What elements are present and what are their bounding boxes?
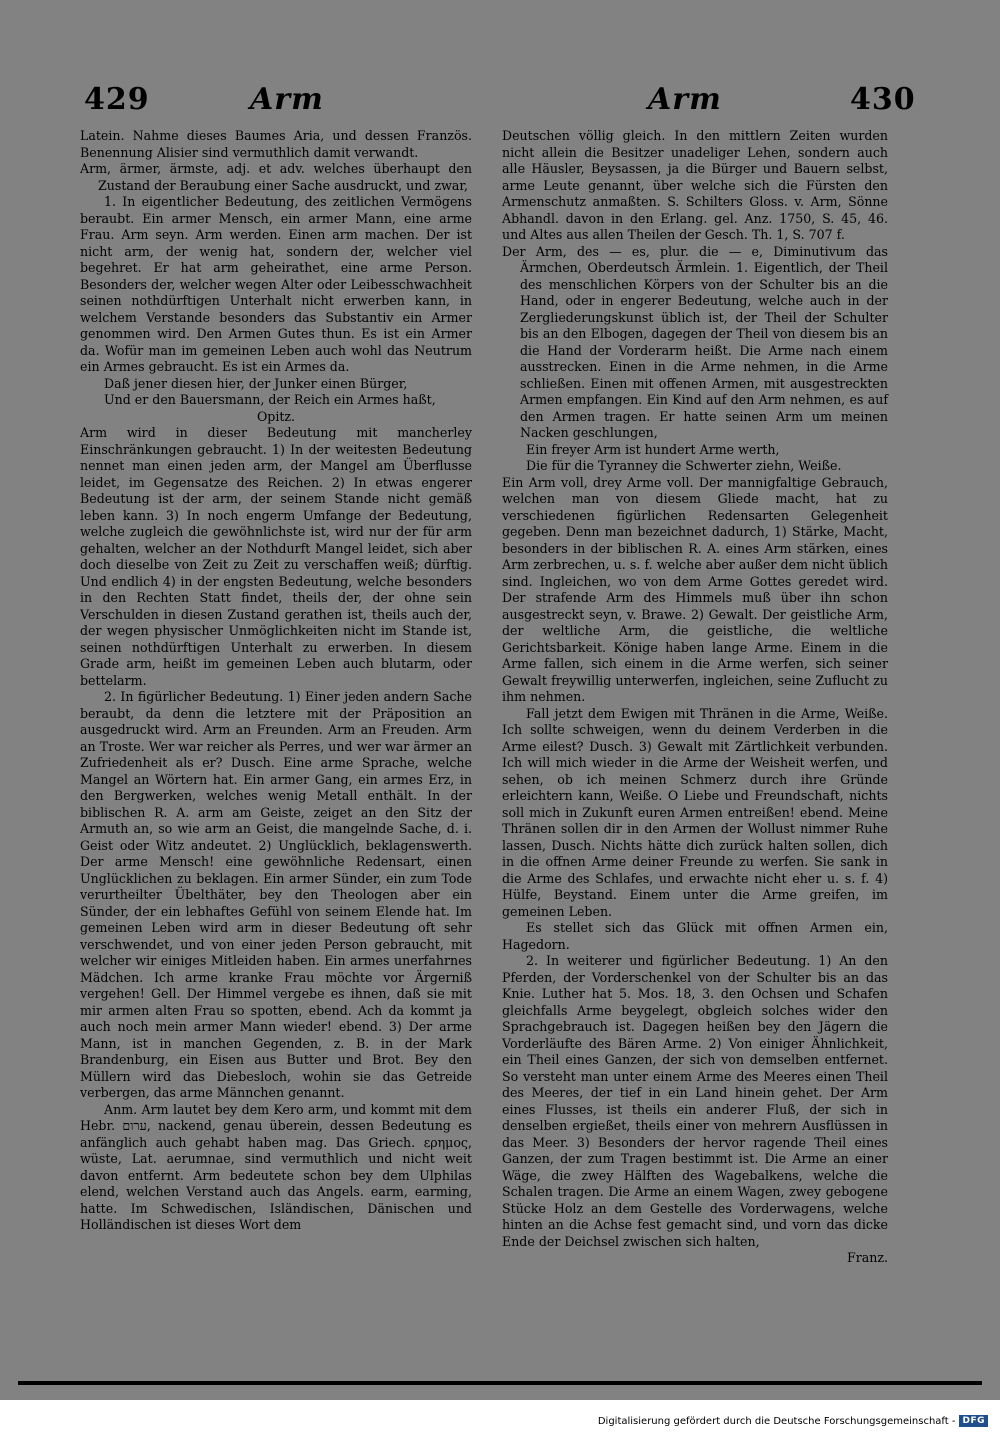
verse-line: Ein freyer Arm ist hundert Arme werth, — [526, 441, 780, 457]
paragraph: 2. In figürlicher Bedeutung. 1) Einer jeden andern Sache beraubt, da denn die letztere mit der Präposition an ausgedruckt wird. Arm an Freunden. Arm an Freuden. Arm an Troste. Wer war reicher als Perres, und wer war ärmer an Zufriedenheit als er? Dusch. Eine arme Sprache, welche Mangel an Wörtern hat. Ein armer Gang, ein armes Erz, in den Bergwerken, welches wenig Metall enthält. In der biblischen R. A. arm am Geiste, zeiget an den Sitz der Armuth an, so wie arm an Geist, die mangelnde Sache, d. i. Geist oder Witz andeutet. 2) Unglücklich, beklagenswerth. Der arme Mensch! eine gewöhnliche Redensart, einen Unglücklichen zu beklagen. Ein armer Sünder, ein zum Tode verurtheilter Übelthäter, bey den Theologen aber ein Sünder, der ein lebhaftes Gefühl von seinem Elende hat. Im gemeinen Leben wird arm in dieser Bedeutung oft sehr verschwendet, und von einer jeden Person gebraucht, mit welcher wir einiges Mitleiden haben. Ein armes unerfahrnes Mädchen. Ich arme kranke Frau möchte vor Ärgerniß vergehen! Gell. Der Himmel vergebe es ihnen, daß sie mit mir armen alten Frau so spotten, ebend. Ach da kommt ja auch noch mein armer Mann wieder! ebend. 3) Der arme Mann, ist in manchen Gegenden, z. B. in der Mark Brandenburg, ein Eisen aus Butter und Brot. Bey den Müllern wird das Diebesloch, wohin sie das Getreide verbergen, das arme Männchen genannt. — [80, 689, 472, 1100]
paragraph: 2. In weiterer und figürlicher Bedeutung. 1) An den Pferden, der Vorderschenkel von der Schulter bis an das Knie. Luther hat 5. Mos. 18, 3. den Ochsen und Schafen gleichfalls Arme beygelegt, obgleich solches wider den Sprachgebrauch ist. Dagegen heißen bey den Jägern die Vorderläufte des Bären Arme. 2) Von einiger Ähnlichkeit, ein Theil eines Ganzen, der sich von demselben entfernet. So versteht man unter einem Arme des Meeres einen Theil des Meeres, der tief in ein Land hinein gehet. Der Arm eines Flusses, ist theils ein anderer Fluß, der sich in denselben ergießet, theils einer von mehrern Ausflüssen in das Meer. 3) Besonders der hervor ragende Theil eines Ganzen, der zum Tragen bestimmt ist. Die Arme an einer Wäge, die zwey Hälften des Wagebalkens, welche die Schalen tragen. Die Arme an einem Wagen, zwey gebogene Stücke Holz an dem Gestelle des Vorderwagens, welche hinten an die Achse fest gemacht sind, und vorn das dicke Ende der Deichsel zwischen sich halten, — [502, 953, 888, 1249]
right-column — [502, 128, 888, 1267]
dfg-logo: DFG — [959, 1415, 988, 1427]
paragraph: Arm wird in dieser Bedeutung mit mancherley Einschränkungen gebraucht. 1) In der weitesten Bedeutung nennet man einen jeden arm, der Mangel am Überflusse leidet, im Gegensatze des Reichen. 2) In etwas engerer Bedeutung ist der arm, der seinem Stande nicht gemäß leben kann. 3) In noch engerm Umfange der Bedeutung, welche zugleich die gewöhnlichste ist, wird nur der für arm gehalten, welcher an der Nothdurft Mangel leidet, sich aber doch dieselbe von Zeit zu Zeit zu verschaffen weiß; dürftig. Und endlich 4) in der engsten Bedeutung, welche besonders in den Rechten Statt findet, theils der, der ohne sein Verschulden in diesen Zustand gerathen ist, theils auch der, der wegen physischer Unmöglichkeiten nicht im Stande ist, seinen nothdürftigen Unterhalt zu erwerben. In diesem Grade arm, heißt im gemeinen Leben auch blutarm, oder bettelarm. — [80, 425, 472, 688]
verse-line: Daß jener diesen hier, der Junker einen Bürger, — [104, 375, 408, 391]
running-head-right: Arm — [648, 82, 722, 117]
running-head-left: Arm — [250, 82, 324, 117]
footer-credit — [598, 1410, 988, 1432]
paragraph: Deutschen völlig gleich. In den mittlern Zeiten wurden nicht allein die Besitzer unadeliger Lehen, sondern auch alle Häusler, Beysassen, ja die Bürger und Bauern selbst, arme Leute genannt, über welche sich die Fürsten den Armenschutz anmaßten. S. Schilters Gloss. v. Arm, Sönne Abhandl. davon in den Erlang. gel. Anz. 1750, S. 45, 46. und Altes aus allen Theilen der Gesch. Th. 1, S. 707 f. — [502, 128, 888, 242]
page-number-right: 430 — [850, 82, 916, 117]
paragraph: Ein Arm voll, drey Arme voll. Der mannigfaltige Gebrauch, welchen man von diesem Gliede macht, hat zu verschiedenen figürlichen Redensarten Gelegenheit gegeben. Denn man bezeichnet dadurch, 1) Stärke, Macht, besonders in der biblischen R. A. eines Arm stärken, eines Arm zerbrechen, u. s. f. welche aber außer dem nicht üblich sind. Ingleichen, wo von dem Arme Gottes geredet wird. Der strafende Arm des Himmels muß über ihn schon ausgestreckt seyn, v. Brawe. 2) Gewalt. Der geistliche Arm, der weltliche Arm, die geistliche, die weltliche Gerichtsbarkeit. Könige haben lange Arme. Einem in die Arme fallen, sich einem in die Arme werfen, sich seiner Gewalt freywillig unterwerfen, ingleichen, seine Zuflucht zu ihm nehmen. — [502, 474, 888, 704]
verse-line: Und er den Bauersmann, der Reich ein Armes haßt, — [104, 392, 436, 407]
catchword: Franz. — [846, 1250, 888, 1265]
paragraph: Fall jetzt dem Ewigen mit Thränen in die Arme, Weiße. Ich sollte schweigen, wenn du deinem Verderben in die Arme eilest? Dusch. 3) Gewalt mit Zärtlichkeit verbunden. Ich will mich wieder in die Arme der Weisheit werfen, und sehen, ob ich meinen Schmerz durch ihre Gründe erleichtern kann, Weiße. O Liebe und Freundschaft, nichts soll mich in Zukunft euren Armen entreißen! ebend. Meine Thränen sollen dir in den Armen der Wollust nimmer Ruhe lassen, Dusch. Nichts hätte dich zurück halten sollen, dich in die offnen Arme deiner Freunde zu werfen. Sie sank in die Arme des Schlafes, und erwachte nicht eher u. s. f. 4) Hülfe, Beystand. Einem unter die Arme greifen, im gemeinen Leben. — [502, 705, 888, 919]
entry-heading-arm-adj: Arm, ärmer, ärmste, adj. et adv. welches überhaupt den Zustand der Beraubung einer Sache ausdruckt, und zwar, — [80, 161, 472, 193]
page-number-left: 429 — [84, 82, 150, 117]
left-column — [80, 128, 472, 1234]
paragraph: 1. In eigentlicher Bedeutung, des zeitlichen Vermögens beraubt. Ein armer Mensch, ein armer Mann, eine arme Frau. Arm seyn. Arm werden. Einen arm machen. Der ist nicht arm, der wenig hat, sondern der, welcher viel begehret. Er hat arm geheirathet, eine arme Person. Besonders der, welcher wegen Alter oder Leibesschwachheit seinen nothdürftigen Unterhalt nicht erwerben kann, in welchem Verstande besonders das Substantiv ein Armer genommen wird. Den Armen Gutes thun. Es ist ein Armer da. Wofür man im gemeinen Leben auch wohl das Neutrum ein Armes gebraucht. Es ist ein Armes da. — [80, 194, 472, 374]
bottom-rule — [18, 1381, 982, 1385]
entry-heading-der-arm: Der Arm, des — es, plur. die — e, Diminutivum das Ärmchen, Oberdeutsch Ärmlein. 1. Eigentlich, der Theil des menschlichen Körpers von der Schulter bis an die Hand, oder in engerer Bedeutung, welche auch in der Zergliederungskunst üblich ist, der Theil der Schulter bis an den Elbogen, dagegen der Theil von diesem bis an die Hand der Vorderarm heißt. Die Arme nach einem ausstrecken. Einen in die Arme nehmen, in die Arme schließen. Einen mit offenen Armen, mit ausgestreckten Armen empfangen. Ein Kind auf den Arm nehmen, es auf den Armen tragen. Er hatte seinen Arm um meinen Nacken geschlungen, — [502, 243, 888, 440]
verse-author: Opitz. — [256, 408, 296, 424]
verse-line: Es stellet sich das Glück mit offnen Armen ein, Hagedorn. — [502, 920, 888, 952]
verse-line: Die für die Tyranney die Schwerter ziehn, Weiße. — [526, 458, 842, 473]
footer-text: Digitalisierung gefördert durch die Deutsche Forschungsgemeinschaft - — [597, 1415, 956, 1427]
annotation-paragraph: Anm. Arm lautet bey dem Kero arm, und kommt mit dem Hebr. ערום, nackend, genau überein, dessen Bedeutung es anfänglich auch gehabt haben mag. Das Griech. ερημος, wüste, Lat. aerumnae, sind vermuthlich und nicht weit davon entfernt. Arm bedeutete schon bey dem Ulphilas elend, welchen Verstand auch das Angels. earm, earming, hatte. Im Schwedischen, Isländischen, Dänischen und Holländischen ist dieses Wort dem — [80, 1101, 472, 1232]
paragraph: Latein. Nahme dieses Baumes Aria, und dessen Französ. Benennung Alisier sind vermuthlich damit verwandt. — [80, 128, 472, 160]
